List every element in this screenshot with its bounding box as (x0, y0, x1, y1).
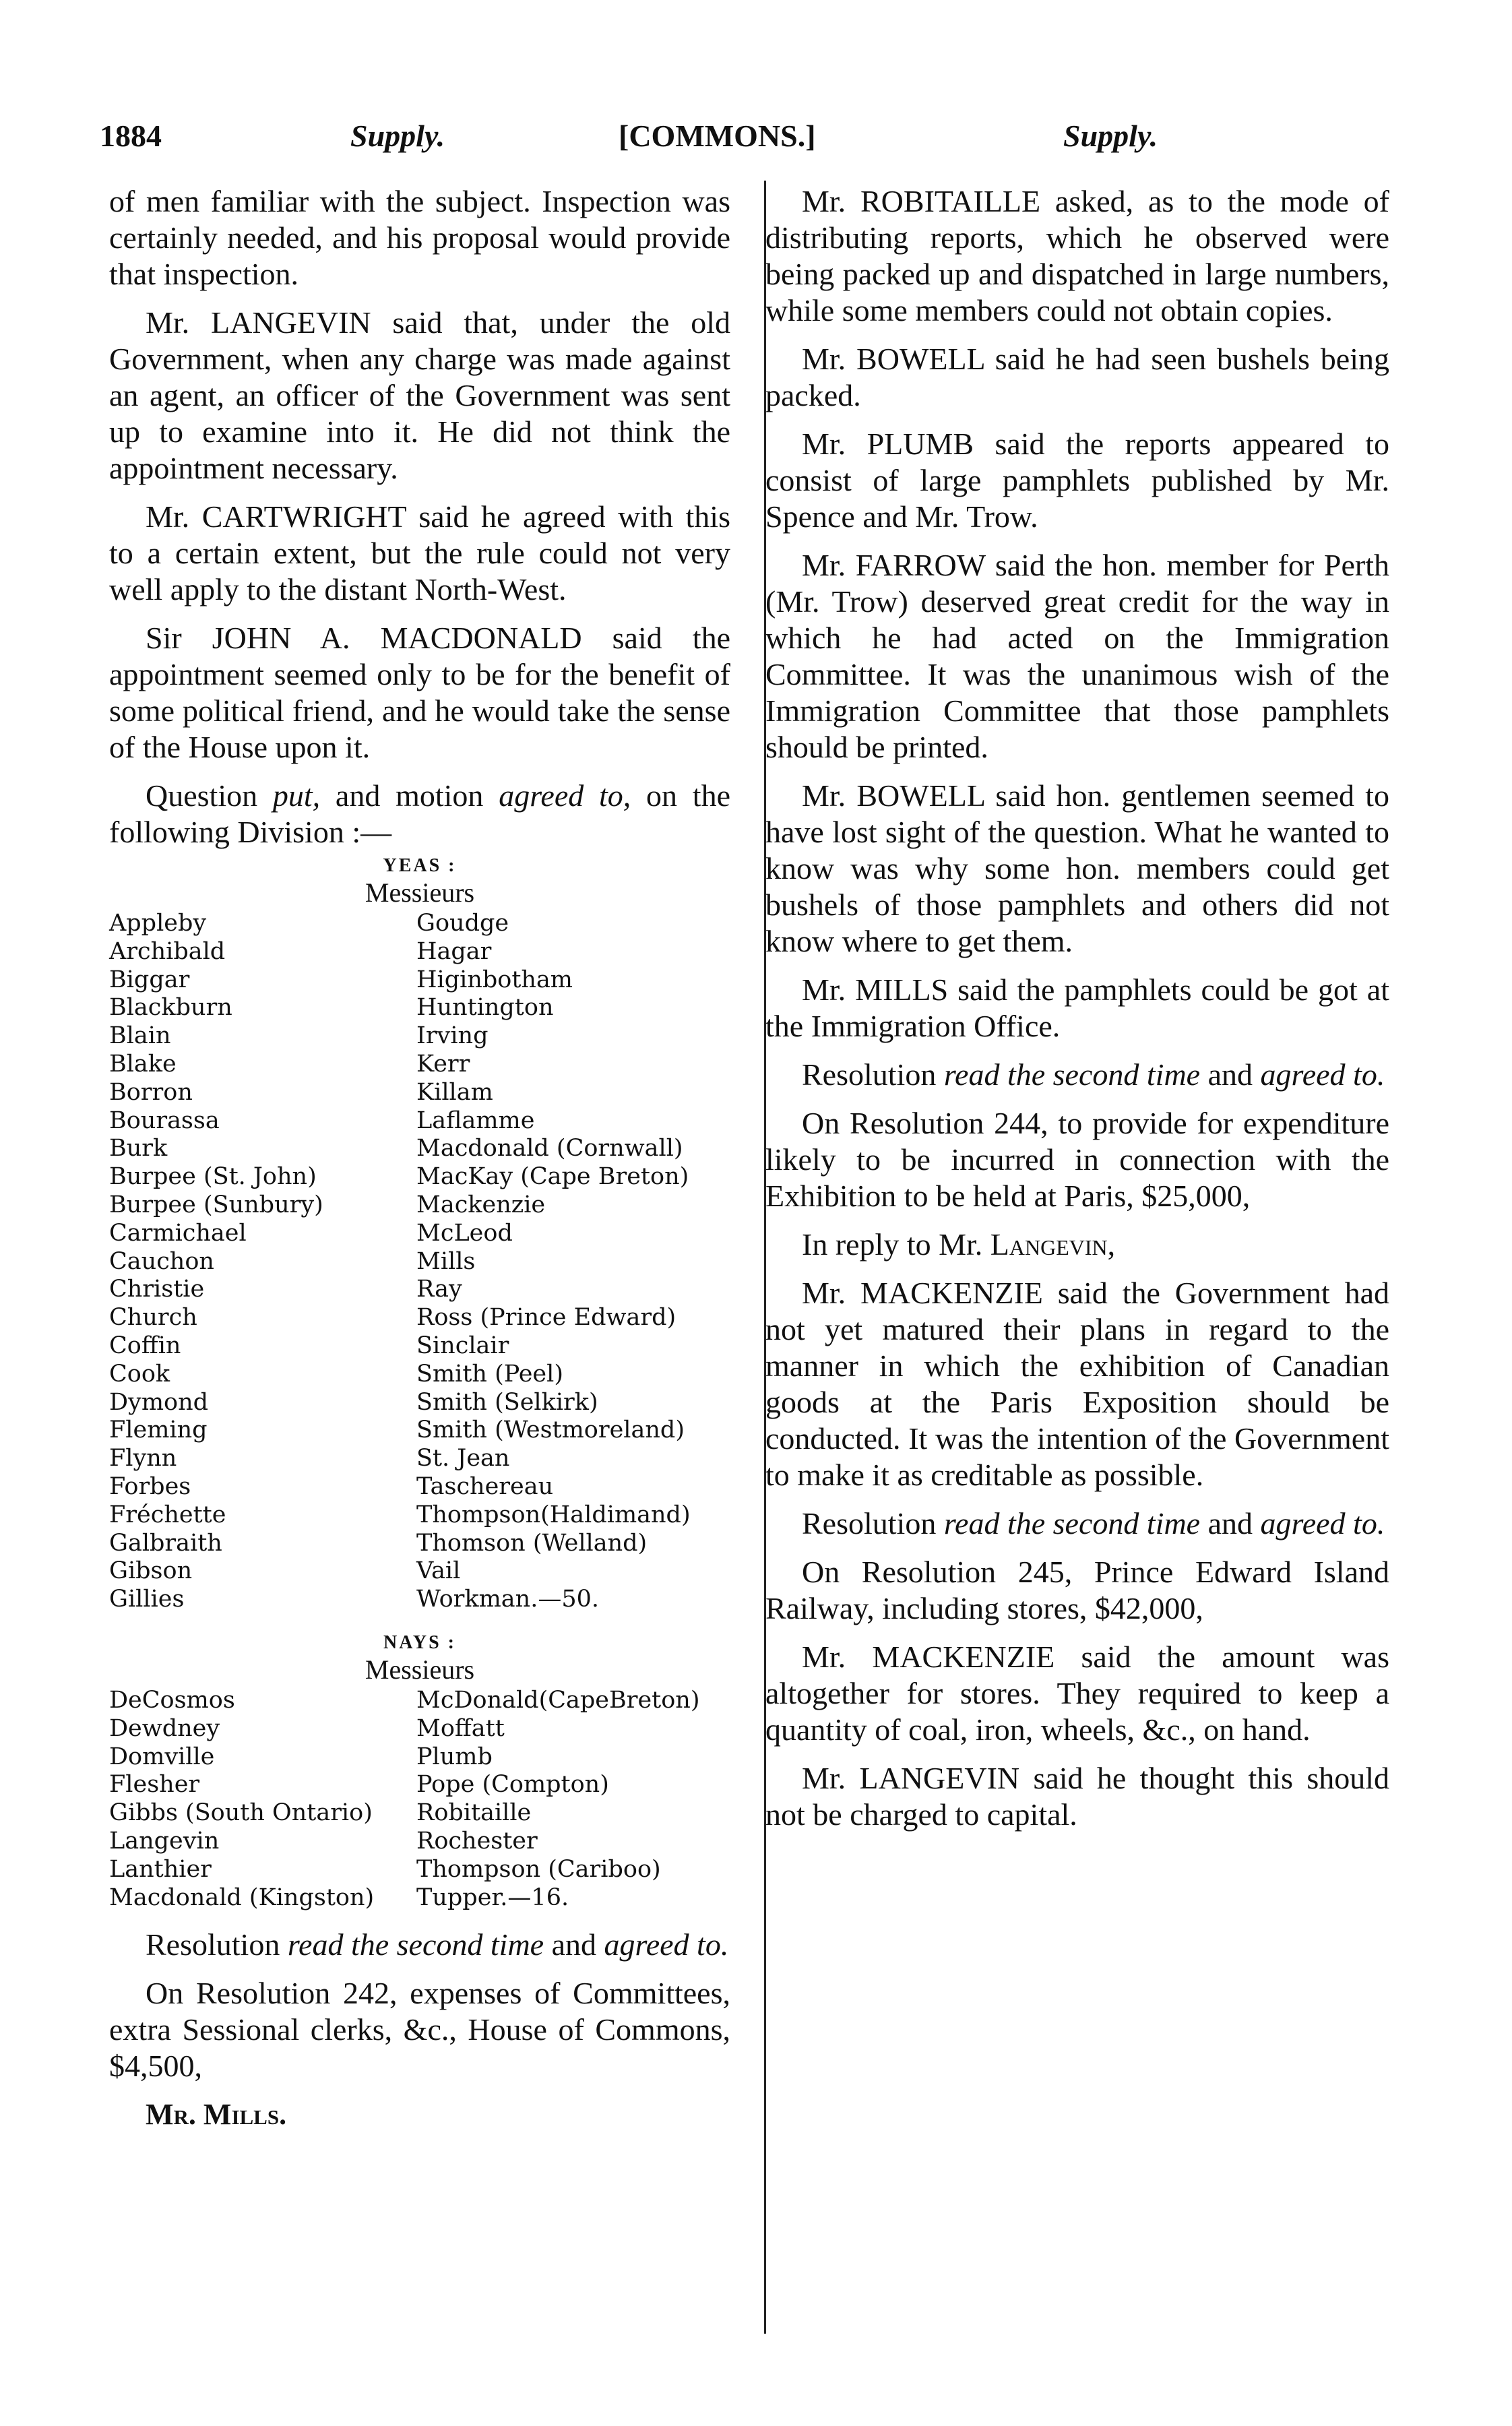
text-run-italic: read the second time (287, 1927, 544, 1962)
member-name: DeCosmos (109, 1686, 235, 1714)
text-run-italic: agreed to. (604, 1927, 729, 1962)
text-run-italic: put, (272, 778, 321, 813)
member-name: Flesher (109, 1771, 200, 1799)
text-run: Resolution (146, 1927, 288, 1962)
text-run: In reply to Mr. (802, 1227, 990, 1262)
running-title-left: Supply. (350, 119, 445, 153)
member-name: Workman.—50. (416, 1586, 599, 1613)
member-name: Flynn (109, 1445, 177, 1472)
member-name: Christie (109, 1276, 205, 1303)
member-name: Thompson(Haldimand) (416, 1501, 691, 1528)
member-name: Lanthier (109, 1855, 212, 1883)
paragraph (765, 1057, 1389, 1093)
text-run: Resolution (802, 1506, 944, 1541)
paragraph: of men familiar with the subject. Inspection was certainly needed, and his proposal would provide that inspection. (109, 184, 730, 291)
member-name: Macdonald (Cornwall) (416, 1135, 683, 1162)
member-name: Hagar (416, 937, 492, 965)
member-name: Blain (109, 1022, 171, 1050)
member-name: Mills (416, 1247, 476, 1275)
paragraph: Mr. BOWELL said he had seen bushels being packed. (765, 342, 1389, 412)
member-name: Smith (Selkirk) (416, 1388, 598, 1416)
member-name: Robitaille (416, 1799, 532, 1827)
paragraph: Mr. BOWELL said hon. gentlemen seemed to have lost sight of the question. What he wanted to know was why some hon. members could get bushels of those pamphlets and others did not know where to get them. (765, 778, 1389, 958)
member-name: Carmichael (109, 1219, 247, 1247)
member-name: Fréchette (109, 1501, 226, 1528)
member-name: Galbraith (109, 1529, 222, 1557)
member-name: Appleby (109, 910, 207, 937)
member-name: Gibbs (South Ontario) (109, 1799, 373, 1827)
member-name: Domville (109, 1743, 215, 1770)
text-run-italic: read the second time (943, 1057, 1201, 1092)
member-name: Dymond (109, 1388, 209, 1416)
paragraph: On Resolution 244, to provide for expenditure likely to be incurred in connection with the Exhibition to be held at Paris, $25,000, (765, 1106, 1389, 1213)
member-name: Macdonald (Kingston) (109, 1884, 375, 1911)
text-run: Resolution (802, 1057, 944, 1092)
left-column (109, 183, 730, 2133)
member-name: Cauchon (109, 1247, 214, 1275)
nays-heading: NAYS : (383, 1631, 456, 1653)
paragraph: Mr. ROBITAILLE asked, as to the mode of distributing reports, which he observed were being packed up and dispatched in large numbers, while some members could not obtain copies. (765, 184, 1389, 328)
paragraph: Mr. PLUMB said the reports appeared to consist of large pamphlets published by Mr. Spence and Mr. Trow. (765, 427, 1389, 534)
paragraph: Mr. CARTWRIGHT said he agreed with this to a certain extent, but the rule could not very well apply to the distant North-West. (109, 499, 730, 606)
paragraph (109, 1927, 730, 1963)
yeas-heading: YEAS : (383, 855, 457, 876)
member-name: Church (109, 1304, 197, 1332)
member-name: Smith (Westmoreland) (416, 1417, 685, 1444)
member-name: Borron (109, 1078, 193, 1106)
member-name: Dewdney (109, 1714, 220, 1742)
member-name: McLeod (416, 1219, 513, 1247)
running-title-right: Supply. (1063, 119, 1158, 153)
nays-subheading: Messieurs (365, 1654, 475, 1685)
text-run-smallcaps: Langevin, (990, 1227, 1116, 1262)
page-header (0, 118, 1512, 158)
member-name: Vail (416, 1557, 461, 1585)
member-name: Taschereau (416, 1472, 554, 1500)
member-name: Mackenzie (416, 1191, 546, 1218)
member-name: Thompson (Cariboo) (416, 1855, 661, 1883)
member-name: McDonald(CapeBreton) (416, 1686, 700, 1714)
paragraph: Mr. MACKENZIE said the Government had not yet matured their plans in regard to the manner in which the exhibition of Canadian goods at the Paris Exposition should be conducted. It was the intention of the Government to make it as creditable as possible. (765, 1276, 1389, 1492)
member-name: Biggar (109, 966, 190, 993)
member-name: Rochester (416, 1827, 538, 1855)
member-name: Forbes (109, 1472, 191, 1500)
text-run: and (1200, 1506, 1261, 1541)
member-name: Laflamme (416, 1107, 535, 1134)
running-title-center: [COMMONS.] (619, 119, 816, 153)
member-name: Goudge (416, 910, 509, 937)
text-run: Question (146, 778, 273, 813)
page-number: 1884 (100, 119, 162, 153)
member-name: Archibald (109, 937, 226, 965)
member-name: Blackburn (109, 994, 232, 1022)
member-name: Kerr (416, 1050, 470, 1078)
text-run: and motion (320, 778, 499, 813)
member-name: Fleming (109, 1417, 208, 1444)
yeas-list (109, 910, 730, 1614)
paragraph: Mr. MILLS said the pamphlets could be got at the Immigration Office. (765, 972, 1389, 1043)
member-name: Plumb (416, 1743, 493, 1770)
paragraph: Mr. LANGEVIN said that, under the old Government, when any charge was made against an agent, an officer of the Government was sent up to examine into it. He did not think the appointment necessary. (109, 305, 730, 485)
division-intro (109, 778, 730, 850)
text-run-italic: read the second time (943, 1506, 1201, 1541)
member-name: St. Jean (416, 1445, 510, 1472)
member-name: Killam (416, 1078, 493, 1106)
member-name: Irving (416, 1022, 489, 1050)
member-name: Ross (Prince Edward) (416, 1304, 676, 1332)
speaker-name: Mr. Mills. (146, 2098, 287, 2132)
member-name: MacKay (Cape Breton) (416, 1163, 689, 1191)
member-name: Pope (Compton) (416, 1771, 609, 1799)
member-name: Sinclair (416, 1332, 509, 1359)
paragraph (765, 1226, 1389, 1263)
member-name: Tupper.—16. (416, 1884, 569, 1911)
right-column (765, 183, 1389, 1845)
member-name: Blake (109, 1050, 177, 1078)
paragraph: Mr. FARROW said the hon. member for Perth (Mr. Trow) deserved great credit for the way in which he had acted on the Immigration Committee. It was the unanimous wish of the Immigration Committee that those pamphlets should be printed. (765, 548, 1389, 764)
text-run: on the following Division :— (109, 778, 731, 849)
member-name: Burpee (Sunbury) (109, 1191, 323, 1218)
paragraph: Sir JOHN A. MACDONALD said the appointment seemed only to be for the benefit of some political friend, and he would take the sense of the House upon it. (109, 621, 730, 764)
text-run: and (1200, 1057, 1261, 1092)
member-name: Ray (416, 1276, 462, 1303)
member-name: Bourassa (109, 1107, 220, 1134)
member-name: Cook (109, 1360, 170, 1388)
member-name: Langevin (109, 1827, 220, 1855)
nays-list (109, 1687, 730, 1912)
paragraph (765, 1505, 1389, 1542)
member-name: Moffatt (416, 1714, 505, 1742)
member-name: Gillies (109, 1586, 185, 1613)
member-name: Burk (109, 1135, 168, 1162)
text-run-italic: agreed to. (1260, 1057, 1385, 1092)
paragraph: On Resolution 242, expenses of Committees, extra Sessional clerks, &c., House of Commons, $4,500, (109, 1976, 730, 2084)
member-name: Gibson (109, 1557, 193, 1585)
member-name: Coffin (109, 1332, 181, 1359)
text-run-italic: agreed to. (1260, 1506, 1385, 1541)
paragraph: Mr. LANGEVIN said he thought this should not be charged to capital. (765, 1761, 1389, 1832)
member-name: Burpee (St. John) (109, 1163, 317, 1191)
member-name: Huntington (416, 994, 554, 1022)
text-run: and (544, 1927, 604, 1962)
member-name: Thomson (Welland) (416, 1529, 648, 1557)
text-run-italic: agreed to, (499, 778, 631, 813)
paragraph: On Resolution 245, Prince Edward Island Railway, including stores, $42,000, (765, 1555, 1389, 1625)
member-name: Smith (Peel) (416, 1360, 563, 1388)
paragraph: Mr. MACKENZIE said the amount was altogether for stores. They required to keep a quantity of coal, iron, wheels, &c., on hand. (765, 1640, 1389, 1747)
yeas-subheading: Messieurs (365, 877, 475, 908)
member-name: Higinbotham (416, 966, 573, 993)
